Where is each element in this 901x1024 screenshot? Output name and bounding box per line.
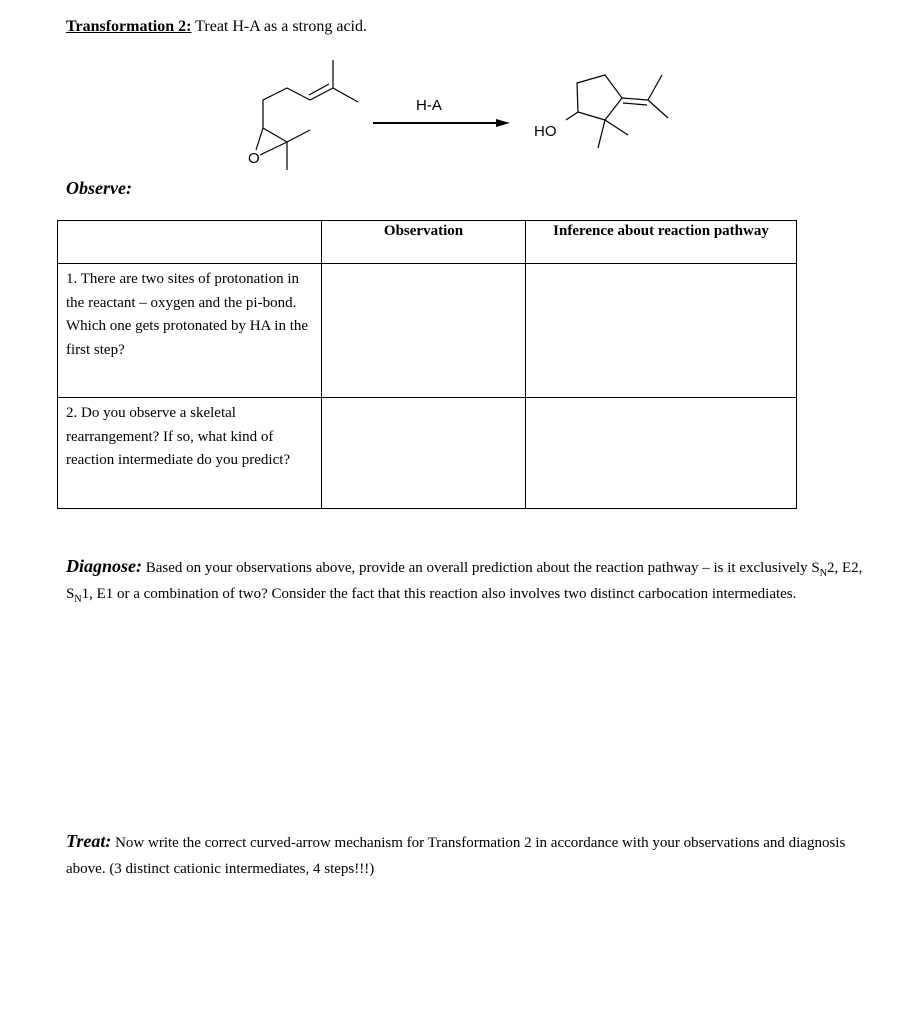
subscript: N <box>74 594 82 605</box>
reagent-label: H-A <box>416 97 442 114</box>
subscript: N <box>819 568 827 579</box>
diagnose-text: Based on your observations above, provide an overall prediction about the reaction pathway – is it exclusively S <box>142 560 820 576</box>
product-structure <box>566 75 668 148</box>
header-inference: Inference about reaction pathway <box>526 221 797 264</box>
observe-heading: Observe: <box>66 178 132 198</box>
reactant-structure <box>256 60 358 170</box>
observation-cell[interactable] <box>322 264 526 398</box>
inference-cell[interactable] <box>526 264 797 398</box>
table-row <box>58 264 797 398</box>
observation-table <box>57 220 797 509</box>
inference-cell[interactable] <box>526 398 797 509</box>
reaction-arrow <box>373 119 510 127</box>
reaction-scheme <box>0 0 901 200</box>
hydroxyl-label: HO <box>534 123 557 140</box>
treat-heading: Treat: <box>66 831 112 851</box>
diagnose-heading: Diagnose: <box>66 556 142 576</box>
header-observation: Observation <box>322 221 526 264</box>
treat-paragraph <box>66 828 866 882</box>
title-text: Treat H-A as a strong acid. <box>191 18 367 35</box>
treat-text: Now write the correct curved-arrow mechanism for Transformation 2 in accordance with your observations and diagnosis above. (3 distinct cationic intermediates, 4 steps!!!) <box>66 835 846 877</box>
table-header-row <box>58 221 797 264</box>
diagnose-text: 2, E2, S <box>66 560 863 602</box>
observation-cell[interactable] <box>322 398 526 509</box>
header-blank <box>58 221 322 264</box>
epoxide-oxygen-label: O <box>248 150 260 167</box>
question-cell: 1. There are two sites of protonation in the reactant – oxygen and the pi-bond. Which one gets protonated by HA in the first step? <box>58 264 322 398</box>
title-label: Transformation 2: <box>66 18 192 35</box>
question-cell: 2. Do you observe a skeletal rearrangement? If so, what kind of reaction intermediate do you predict? <box>58 398 322 509</box>
diagnose-text: 1, E1 or a combination of two? Consider the fact that this reaction also involves two distinct carbocation intermediates. <box>81 586 797 602</box>
diagnose-paragraph <box>66 556 866 610</box>
table-row <box>58 398 797 509</box>
